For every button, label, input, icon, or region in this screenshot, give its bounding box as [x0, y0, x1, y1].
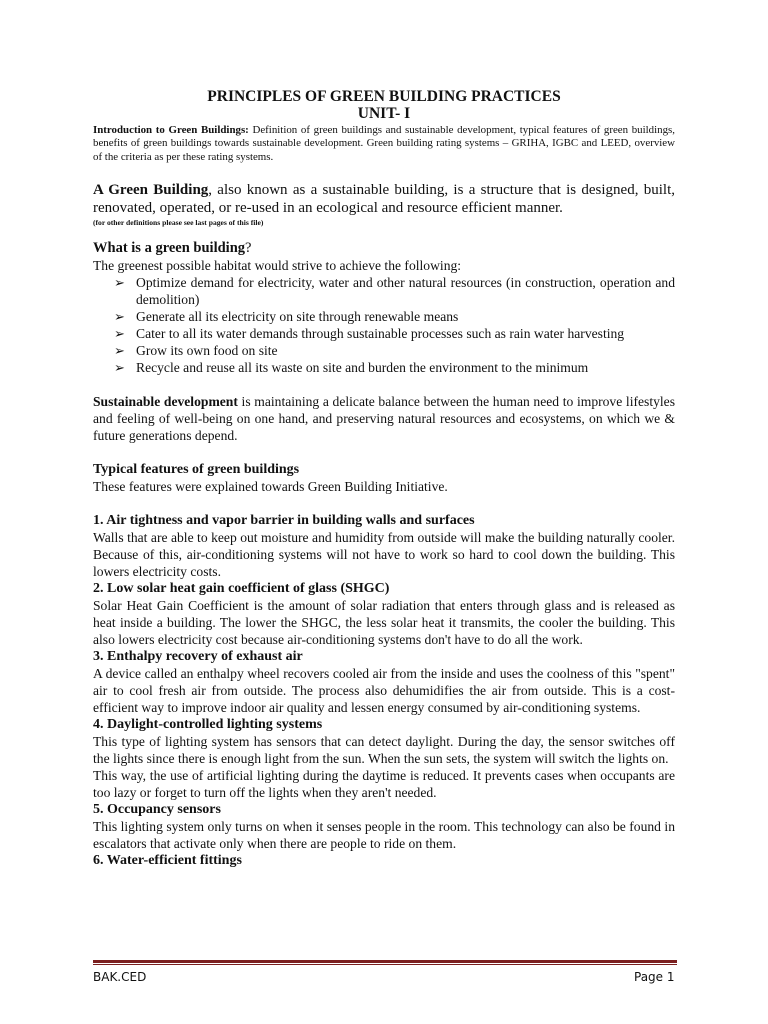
arrow-bullet-icon: ➢ [114, 359, 125, 375]
intro-paragraph [93, 124, 675, 164]
other-definitions-note: (for other definitions please see last pages of this file) [93, 217, 264, 227]
page-number: Page 1 [634, 970, 675, 984]
sustainable-development-paragraph [93, 393, 675, 444]
green-building-definition [93, 181, 675, 218]
goal-item [114, 342, 675, 359]
feature-heading: 5. Occupancy sensors [93, 801, 221, 817]
feature-heading: 4. Daylight-controlled lighting systems [93, 716, 323, 732]
intro-label: Introduction to Green Buildings: [93, 124, 249, 136]
footer-rule-thin [93, 964, 677, 965]
feature-paragraph: This way, the use of artificial lighting during the daytime is reduced. It prevents cases when occupants are too lazy or forget to turn off the lights when they aren't needed. [93, 767, 675, 800]
goal-text: Optimize demand for electricity, water and other natural resources (in construction, operation and demolition) [136, 274, 675, 307]
feature-paragraph: Solar Heat Gain Coefficient is the amount of solar radiation that enters through glass and is released as heat inside a building. The lower the SHGC, the less solar heat it transmits, the cooler the building. This also lowers electricity cost because air-conditioning systems don't have to do all the work. [93, 597, 675, 647]
features-heading: Typical features of green buildings [93, 461, 300, 477]
goal-item [114, 359, 675, 376]
green-building-term: A Green Building [93, 181, 209, 198]
footer-rule [93, 960, 677, 963]
document-page [93, 88, 675, 869]
goal-text: Cater to all its water demands through sustainable processes such as rain water harvesting [136, 325, 625, 341]
what-is-lead: The greenest possible habitat would strive to achieve the following: [93, 257, 462, 273]
arrow-bullet-icon: ➢ [114, 308, 125, 324]
features-list [93, 512, 675, 869]
goals-list [93, 274, 675, 376]
features-lead: These features were explained towards Green Building Initiative. [93, 478, 448, 494]
feature-heading: 3. Enthalpy recovery of exhaust air [93, 648, 303, 664]
sd-term: Sustainable development [93, 393, 238, 409]
unit-title: UNIT- I [357, 105, 411, 122]
goal-item [114, 325, 675, 342]
feature-paragraph: This type of lighting system has sensors that can detect daylight. During the day, the sensor switches off the lights since there is enough light from the sun. When the sun sets, the system will switch the lights on. [93, 733, 675, 766]
feature-heading: 1. Air tightness and vapor barrier in building walls and surfaces [93, 512, 475, 528]
green-building-def-text: , also known as a sustainable building, is a structure that is designed, built, renovated, operated, or re-used in an ecological and resource efficient manner. [93, 181, 675, 217]
feature-heading: 2. Low solar heat gain coefficient of glass (SHGC) [93, 580, 390, 596]
footer-author: BAK.CED [93, 970, 147, 984]
document-title: PRINCIPLES OF GREEN BUILDING PRACTICES [207, 88, 561, 105]
arrow-bullet-icon: ➢ [114, 325, 125, 341]
feature-paragraph: This lighting system only turns on when it senses people in the room. This technology can also be found in escalators that activate only when there are people to ride on them. [93, 818, 675, 851]
what-is-heading: What is a green building? [93, 239, 252, 256]
arrow-bullet-icon: ➢ [114, 274, 125, 290]
feature-paragraph: Walls that are able to keep out moisture and humidity from outside will make the building naturally cooler. Because of this, air-conditioning systems will not have to work so hard to cool down the building. This lowers electricity costs. [93, 529, 675, 579]
goal-text: Recycle and reuse all its waste on site and burden the environment to the minimum [136, 359, 589, 375]
sd-def-text: is maintaining a delicate balance between the human need to improve lifestyles and feeling of well-being on one hand, and preserving natural resources and ecosystems, on which we & future generations depend. [93, 393, 675, 443]
feature-paragraph: A device called an enthalpy wheel recovers cooled air from the inside and uses the coolness of this "spent" air to cool fresh air from outside. The process also dehumidifies the air from outside. This is a cost-efficient way to improve indoor air quality and lessen energy consumed by air-conditioning systems. [93, 665, 675, 715]
feature-heading: 6. Water-efficient fittings [93, 852, 242, 868]
goal-text: Generate all its electricity on site through renewable means [136, 308, 459, 324]
intro-text: Definition of green buildings and sustainable development, typical features of green buildings, benefits of green buildings towards sustainable development. Green building rating systems – GRIHA, IGBC and LEED, overview of the criteria as per these rating systems. [93, 124, 675, 163]
goal-text: Grow its own food on site [136, 342, 278, 358]
goal-item [114, 274, 675, 308]
arrow-bullet-icon: ➢ [114, 342, 125, 358]
goal-item [114, 308, 675, 325]
